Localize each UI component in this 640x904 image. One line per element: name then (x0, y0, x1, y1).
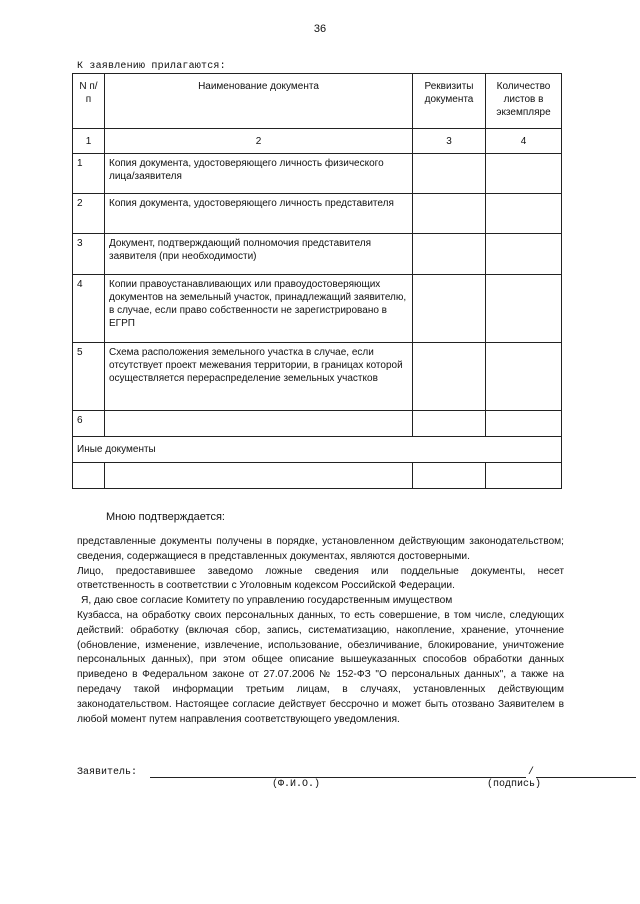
paragraph: представленные документы получены в порядке, установленном действующим законодательством; сведения, содержащиеся в представленных документах, являются достоверными. (77, 536, 564, 562)
table-row (73, 411, 562, 437)
row-number: 4 (73, 275, 105, 343)
paragraph: Я, даю свое согласие Комитету по управлению государственным имуществом (81, 595, 453, 607)
row-count-cell (486, 275, 562, 343)
table-row (73, 275, 562, 343)
row-details-cell (413, 411, 486, 437)
row-details-cell (413, 275, 486, 343)
row-number: 3 (73, 234, 105, 275)
table-row (73, 154, 562, 194)
attachments-table (72, 73, 562, 489)
other-documents-row (73, 437, 562, 463)
numbering-cell: 2 (105, 129, 413, 154)
row-number (73, 463, 105, 489)
row-document-name: Копия документа, удостоверяющего личность представителя (105, 194, 413, 234)
row-document-name: Документ, подтверждающий полномочия представителя заявителя (при необходимости) (105, 234, 413, 275)
table-row (73, 343, 562, 411)
other-documents-label: Иные документы (73, 437, 562, 463)
row-document-name (105, 463, 413, 489)
signature-caption: (подпись) (487, 779, 542, 790)
row-count-cell (486, 343, 562, 411)
row-number: 2 (73, 194, 105, 234)
row-document-name: Копия документа, удостоверяющего личность физического лица/заявителя (105, 154, 413, 194)
table-row (73, 234, 562, 275)
row-details-cell (413, 234, 486, 275)
attachments-heading: К заявлению прилагаются: (77, 61, 226, 72)
row-number: 5 (73, 343, 105, 411)
signature-separator: / (528, 767, 535, 778)
paragraph: Лицо, предоставившее заведомо ложные сведения или поддельные документы, несет ответственность в соответствии с Уголовным кодексом Российской Федерации. (77, 565, 564, 592)
row-details-cell (413, 343, 486, 411)
applicant-label: Заявитель: (77, 767, 138, 778)
paragraph: Кузбасса, на обработку своих персональных данных, то есть совершение, в том числе, следующих действий: обработку (включая сбор, запись, систематизацию, накопление, хранение, уточнение (обновление, изменение, извлечение, использование, обезличивание, блокирование, уничтожение персональных данных), при этом общее описание вышеуказанных способов обработки данных приведено в Федеральном законе от 27.07.2006 № 152-ФЗ "О персональных данных", а также на передачу такой информации третьим лицам, в случаях, установленных действующим законодательством. Настоящее согласие действует бессрочно и может быть отозвано Заявителем в любой момент путем направления соответствующего уведомления. (77, 609, 564, 725)
row-number: 6 (73, 411, 105, 437)
numbering-cell: 1 (73, 129, 105, 154)
row-number: 1 (73, 154, 105, 194)
row-count-cell (486, 411, 562, 437)
numbering-cell: 3 (413, 129, 486, 154)
row-details-cell (413, 194, 486, 234)
confirm-heading: Мною подтверждается: (106, 511, 225, 523)
table-row (73, 194, 562, 234)
fio-line (150, 777, 526, 778)
row-document-name (105, 411, 413, 437)
consent-text (77, 535, 564, 727)
fio-caption: (Ф.И.О.) (272, 779, 321, 790)
row-details-cell (413, 154, 486, 194)
row-count-cell (486, 154, 562, 194)
row-count-cell (486, 194, 562, 234)
page-number: 36 (313, 23, 327, 35)
numbering-cell: 4 (486, 129, 562, 154)
header-number: N п/п (73, 74, 105, 129)
row-document-name: Схема расположения земельного участка в случае, если отсутствует проект межевания территории, в границах которой осуществляется перераспределение земельных участков (105, 343, 413, 411)
row-details-cell (413, 463, 486, 489)
table-numbering-row (73, 129, 562, 154)
row-count-cell (486, 234, 562, 275)
header-sheet-count: Количество листов в экземпляре (486, 74, 562, 129)
signature-line (536, 777, 636, 778)
header-document-name: Наименование документа (105, 74, 413, 129)
row-document-name: Копии правоустанавливающих или правоудостоверяющих документов на земельный участок, принадлежащий заявителю, в случае, если право собственности не зарегистрировано в ЕГРП (105, 275, 413, 343)
table-row (73, 463, 562, 489)
header-document-details: Реквизиты документа (413, 74, 486, 129)
row-count-cell (486, 463, 562, 489)
table-header-row (73, 74, 562, 129)
